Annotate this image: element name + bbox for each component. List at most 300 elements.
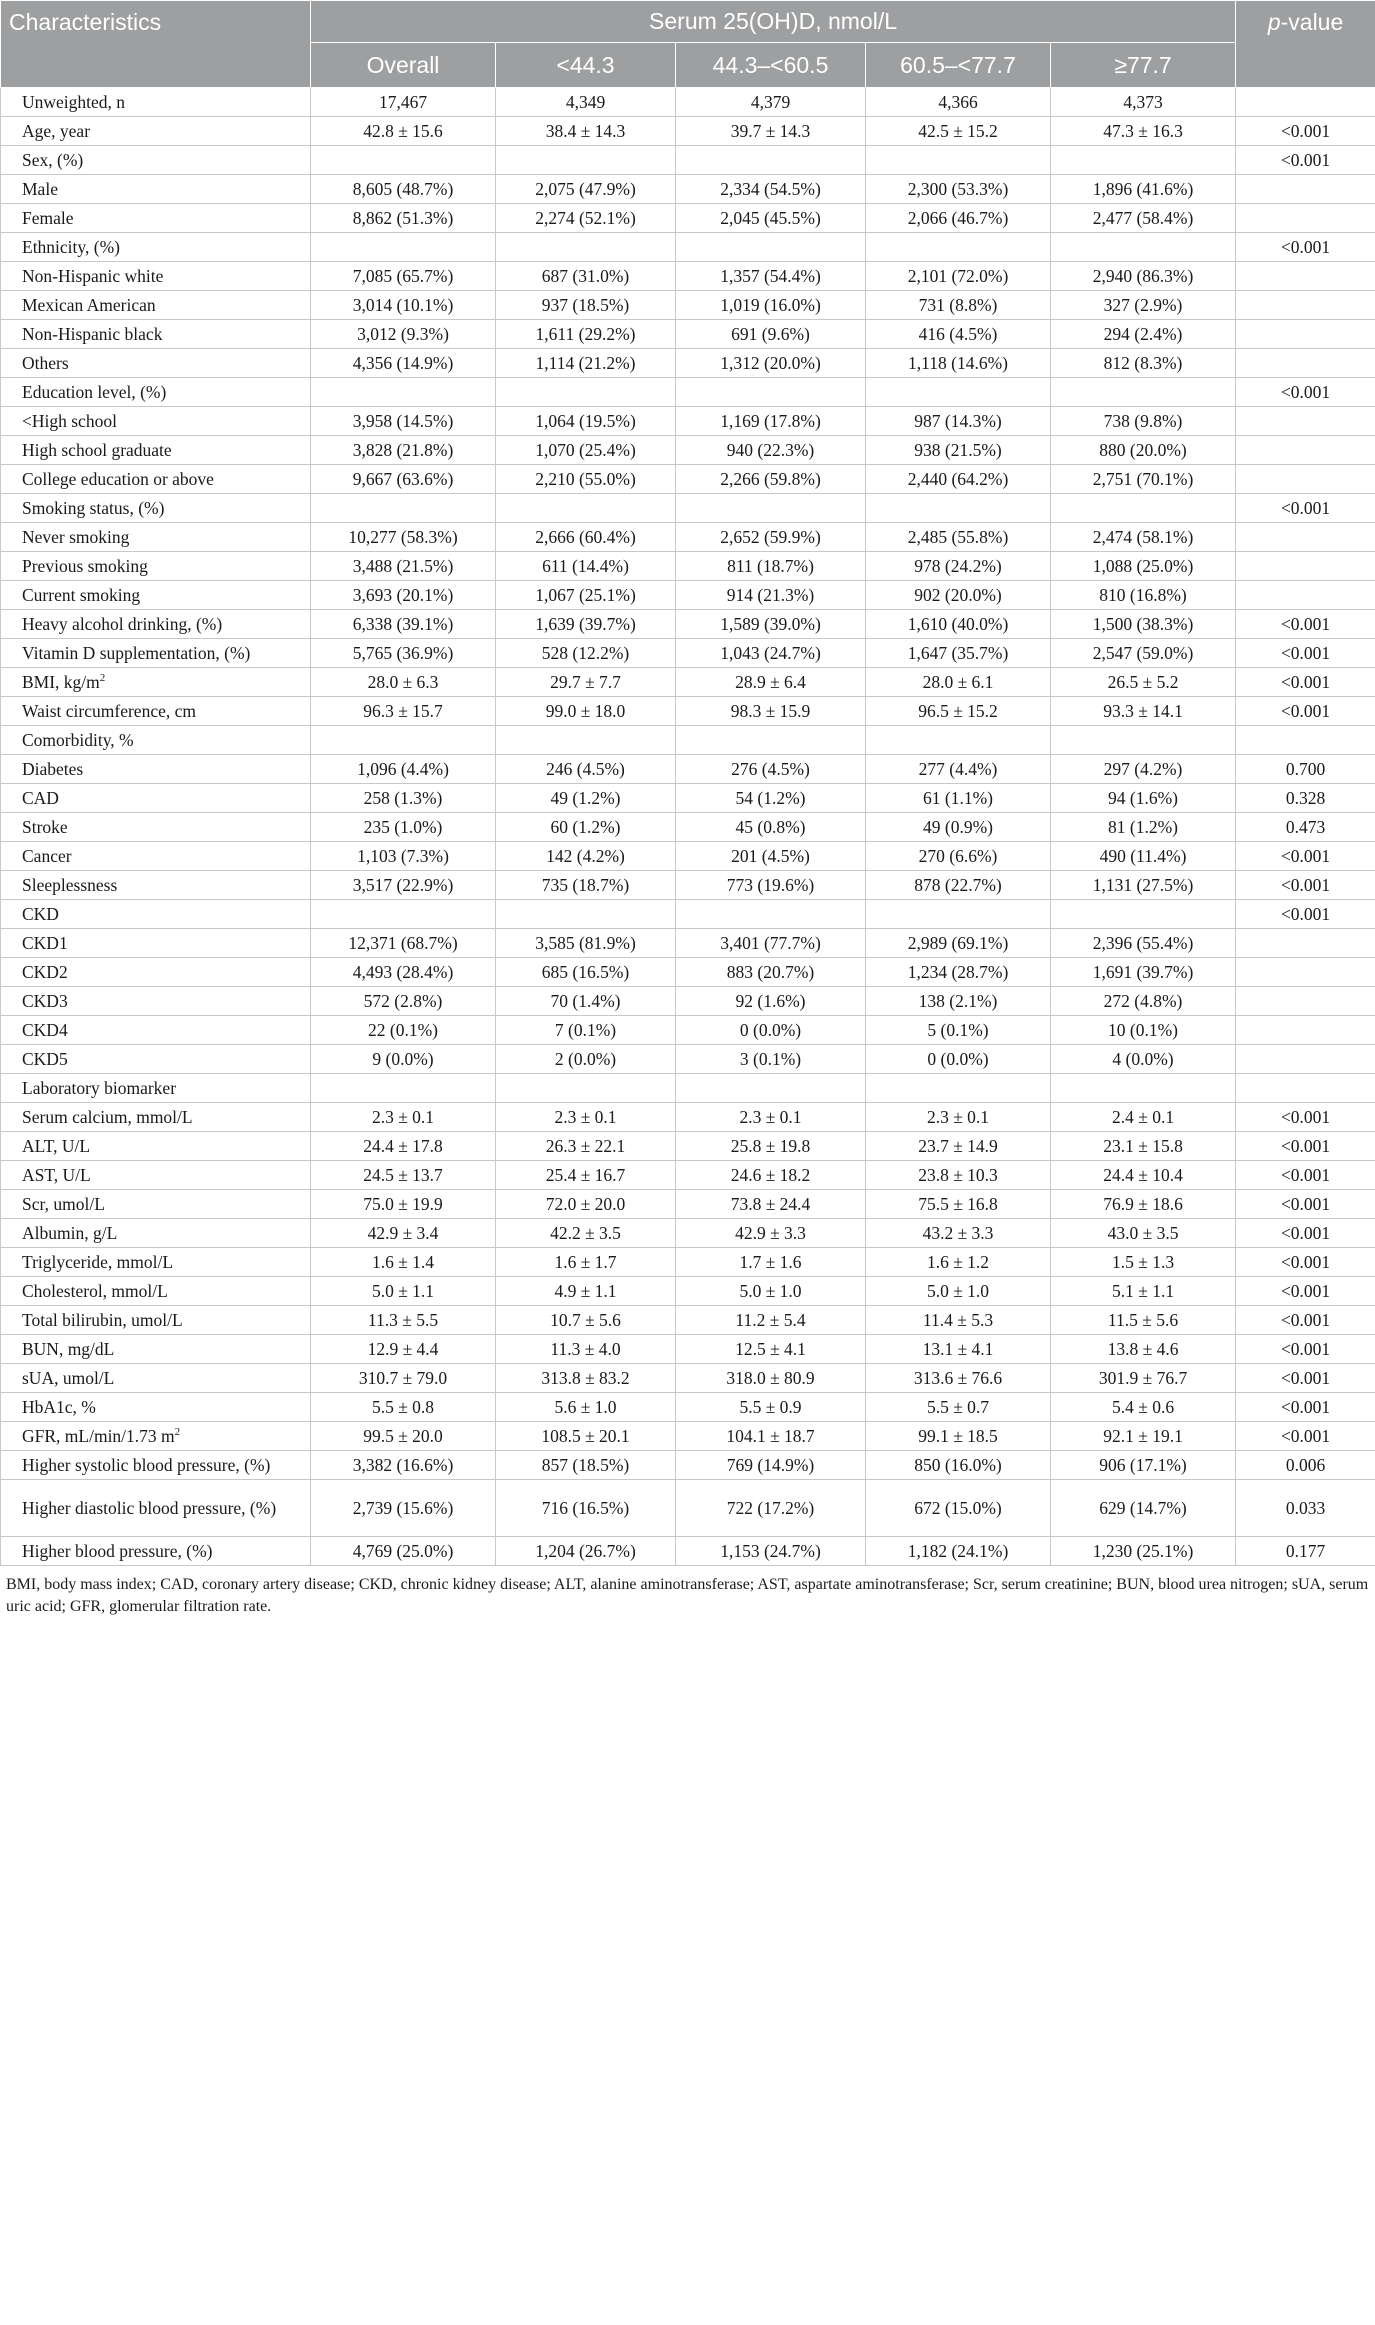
cell-q1: 29.7 ± 7.7 xyxy=(496,668,676,697)
cell-q2: 0 (0.0%) xyxy=(676,1016,866,1045)
table-row xyxy=(1,929,1375,958)
cell-p-value: <0.001 xyxy=(1236,610,1375,639)
cell-overall: 572 (2.8%) xyxy=(311,987,496,1016)
table-row xyxy=(1,146,1375,175)
cell-overall: 3,014 (10.1%) xyxy=(311,291,496,320)
cell-q3: 5.0 ± 1.0 xyxy=(866,1277,1051,1306)
row-label-text: Albumin, g/L xyxy=(22,1222,118,1243)
cell-q4: 1.5 ± 1.3 xyxy=(1051,1248,1236,1277)
cell-q1 xyxy=(496,233,676,262)
cell-overall: 8,605 (48.7%) xyxy=(311,175,496,204)
cell-overall xyxy=(311,494,496,523)
cell-q2: 39.7 ± 14.3 xyxy=(676,117,866,146)
table-row xyxy=(1,204,1375,233)
table-row xyxy=(1,1364,1375,1393)
cell-overall: 4,493 (28.4%) xyxy=(311,958,496,987)
cell-q1: 5.6 ± 1.0 xyxy=(496,1393,676,1422)
row-label-text: <High school xyxy=(22,410,117,431)
table-row xyxy=(1,1190,1375,1219)
cell-q2 xyxy=(676,1074,866,1103)
table-row xyxy=(1,233,1375,262)
cell-q1: 26.3 ± 22.1 xyxy=(496,1132,676,1161)
cell-q4 xyxy=(1051,378,1236,407)
row-label xyxy=(1,1103,311,1132)
cell-q4: 23.1 ± 15.8 xyxy=(1051,1132,1236,1161)
cell-q1: 246 (4.5%) xyxy=(496,755,676,784)
cell-q1: 685 (16.5%) xyxy=(496,958,676,987)
cell-p-value: <0.001 xyxy=(1236,1219,1375,1248)
cell-q4: 2,547 (59.0%) xyxy=(1051,639,1236,668)
cell-overall: 24.5 ± 13.7 xyxy=(311,1161,496,1190)
cell-q3: 4,366 xyxy=(866,88,1051,117)
cell-p-value xyxy=(1236,349,1375,378)
row-label xyxy=(1,813,311,842)
cell-q3 xyxy=(866,146,1051,175)
cell-q1: 1,114 (21.2%) xyxy=(496,349,676,378)
row-label xyxy=(1,1132,311,1161)
cell-p-value: <0.001 xyxy=(1236,1161,1375,1190)
cell-q2: 4,379 xyxy=(676,88,866,117)
row-label xyxy=(1,842,311,871)
table-row xyxy=(1,1537,1375,1566)
cell-overall: 42.9 ± 3.4 xyxy=(311,1219,496,1248)
cell-q1: 49 (1.2%) xyxy=(496,784,676,813)
cell-q2: 914 (21.3%) xyxy=(676,581,866,610)
cell-p-value: <0.001 xyxy=(1236,233,1375,262)
cell-q4: 2,940 (86.3%) xyxy=(1051,262,1236,291)
cell-q2: 104.1 ± 18.7 xyxy=(676,1422,866,1451)
cell-p-value: <0.001 xyxy=(1236,1103,1375,1132)
cell-q3: 28.0 ± 6.1 xyxy=(866,668,1051,697)
cell-p-value: <0.001 xyxy=(1236,668,1375,697)
cell-q3 xyxy=(866,378,1051,407)
table-row xyxy=(1,465,1375,494)
row-label-text: Waist circumference, cm xyxy=(22,700,196,721)
cell-q3: 0 (0.0%) xyxy=(866,1045,1051,1074)
cell-p-value xyxy=(1236,320,1375,349)
row-label xyxy=(1,987,311,1016)
cell-q3: 138 (2.1%) xyxy=(866,987,1051,1016)
cell-overall: 11.3 ± 5.5 xyxy=(311,1306,496,1335)
cell-overall: 28.0 ± 6.3 xyxy=(311,668,496,697)
row-label xyxy=(1,88,311,117)
cell-q3: 1,647 (35.7%) xyxy=(866,639,1051,668)
cell-q1: 528 (12.2%) xyxy=(496,639,676,668)
cell-q4: 1,691 (39.7%) xyxy=(1051,958,1236,987)
cell-overall: 3,517 (22.9%) xyxy=(311,871,496,900)
row-label-text: sUA, umol/L xyxy=(22,1367,115,1388)
row-label-text: Laboratory biomarker xyxy=(22,1077,177,1098)
cell-q4 xyxy=(1051,1074,1236,1103)
cell-q1: 1,070 (25.4%) xyxy=(496,436,676,465)
row-label xyxy=(1,1480,311,1537)
cell-q1: 11.3 ± 4.0 xyxy=(496,1335,676,1364)
cell-q1: 142 (4.2%) xyxy=(496,842,676,871)
cell-q4: 94 (1.6%) xyxy=(1051,784,1236,813)
cell-q3: 61 (1.1%) xyxy=(866,784,1051,813)
cell-q1: 72.0 ± 20.0 xyxy=(496,1190,676,1219)
cell-q1: 1.6 ± 1.7 xyxy=(496,1248,676,1277)
cell-q2: 2,266 (59.8%) xyxy=(676,465,866,494)
cell-p-value: <0.001 xyxy=(1236,1364,1375,1393)
cell-p-value: <0.001 xyxy=(1236,1248,1375,1277)
row-label-text: Total bilirubin, umol/L xyxy=(22,1309,183,1330)
cell-q2: 54 (1.2%) xyxy=(676,784,866,813)
cell-q1: 25.4 ± 16.7 xyxy=(496,1161,676,1190)
row-label-text: Non-Hispanic white xyxy=(22,265,164,286)
header-col-q4: ≥77.7 xyxy=(1051,43,1236,88)
cell-q4: 272 (4.8%) xyxy=(1051,987,1236,1016)
cell-overall: 7,085 (65.7%) xyxy=(311,262,496,291)
cell-overall: 9,667 (63.6%) xyxy=(311,465,496,494)
cell-q3: 99.1 ± 18.5 xyxy=(866,1422,1051,1451)
cell-p-value: <0.001 xyxy=(1236,1306,1375,1335)
cell-p-value: 0.700 xyxy=(1236,755,1375,784)
header-p-value-italic: p xyxy=(1267,9,1281,35)
row-label-text: Mexican American xyxy=(22,294,156,315)
row-label xyxy=(1,1335,311,1364)
cell-overall xyxy=(311,1074,496,1103)
cell-p-value: 0.006 xyxy=(1236,1451,1375,1480)
cell-p-value: <0.001 xyxy=(1236,639,1375,668)
cell-overall: 12,371 (68.7%) xyxy=(311,929,496,958)
table-row xyxy=(1,1277,1375,1306)
table-row xyxy=(1,871,1375,900)
cell-q2: 2,652 (59.9%) xyxy=(676,523,866,552)
cell-q1: 2,666 (60.4%) xyxy=(496,523,676,552)
cell-overall: 5.5 ± 0.8 xyxy=(311,1393,496,1422)
row-label-text: Serum calcium, mmol/L xyxy=(22,1106,193,1127)
cell-p-value: <0.001 xyxy=(1236,117,1375,146)
cell-q1: 38.4 ± 14.3 xyxy=(496,117,676,146)
cell-q2: 1,312 (20.0%) xyxy=(676,349,866,378)
row-label xyxy=(1,117,311,146)
cell-q4: 2,474 (58.1%) xyxy=(1051,523,1236,552)
cell-q2 xyxy=(676,494,866,523)
row-label xyxy=(1,697,311,726)
cell-overall: 12.9 ± 4.4 xyxy=(311,1335,496,1364)
row-label-text: High school graduate xyxy=(22,439,172,460)
cell-q1: 1,064 (19.5%) xyxy=(496,407,676,436)
table-row xyxy=(1,349,1375,378)
row-label xyxy=(1,958,311,987)
cell-q3: 11.4 ± 5.3 xyxy=(866,1306,1051,1335)
cell-q1: 1,611 (29.2%) xyxy=(496,320,676,349)
row-label xyxy=(1,900,311,929)
table-row xyxy=(1,291,1375,320)
cell-q2 xyxy=(676,146,866,175)
cell-q4 xyxy=(1051,726,1236,755)
header-col-q1: <44.3 xyxy=(496,43,676,88)
cell-overall xyxy=(311,900,496,929)
row-label-text: Scr, umol/L xyxy=(22,1193,105,1214)
row-label xyxy=(1,146,311,175)
table-row xyxy=(1,1393,1375,1422)
table-row xyxy=(1,755,1375,784)
cell-overall: 258 (1.3%) xyxy=(311,784,496,813)
table-row xyxy=(1,1451,1375,1480)
cell-q4: 906 (17.1%) xyxy=(1051,1451,1236,1480)
table-row xyxy=(1,1422,1375,1451)
cell-overall: 3,012 (9.3%) xyxy=(311,320,496,349)
cell-q4: 76.9 ± 18.6 xyxy=(1051,1190,1236,1219)
cell-q3: 277 (4.4%) xyxy=(866,755,1051,784)
cell-q3: 313.6 ± 76.6 xyxy=(866,1364,1051,1393)
cell-q4: 5.4 ± 0.6 xyxy=(1051,1393,1236,1422)
header-col-overall: Overall xyxy=(311,43,496,88)
row-label xyxy=(1,349,311,378)
cell-q2 xyxy=(676,900,866,929)
row-label xyxy=(1,929,311,958)
table-row xyxy=(1,581,1375,610)
cell-p-value: <0.001 xyxy=(1236,1277,1375,1306)
cell-q1: 99.0 ± 18.0 xyxy=(496,697,676,726)
cell-q2: 98.3 ± 15.9 xyxy=(676,697,866,726)
table-row xyxy=(1,1306,1375,1335)
table-row xyxy=(1,320,1375,349)
cell-q3 xyxy=(866,900,1051,929)
cell-q4: 629 (14.7%) xyxy=(1051,1480,1236,1537)
row-label xyxy=(1,1393,311,1422)
cell-q4: 2,751 (70.1%) xyxy=(1051,465,1236,494)
cell-q1: 42.2 ± 3.5 xyxy=(496,1219,676,1248)
row-label-text: Higher systolic blood pressure, (%) xyxy=(22,1454,271,1475)
cell-q1: 10.7 ± 5.6 xyxy=(496,1306,676,1335)
cell-q2: 73.8 ± 24.4 xyxy=(676,1190,866,1219)
cell-q4: 810 (16.8%) xyxy=(1051,581,1236,610)
cell-q3: 1,610 (40.0%) xyxy=(866,610,1051,639)
cell-q4: 47.3 ± 16.3 xyxy=(1051,117,1236,146)
cell-q3: 731 (8.8%) xyxy=(866,291,1051,320)
table-row xyxy=(1,1016,1375,1045)
cell-q3: 2,101 (72.0%) xyxy=(866,262,1051,291)
cell-q1: 4.9 ± 1.1 xyxy=(496,1277,676,1306)
cell-p-value: <0.001 xyxy=(1236,378,1375,407)
table-row xyxy=(1,784,1375,813)
cell-q1: 735 (18.7%) xyxy=(496,871,676,900)
cell-p-value: <0.001 xyxy=(1236,1422,1375,1451)
cell-q3: 23.8 ± 10.3 xyxy=(866,1161,1051,1190)
table-row xyxy=(1,175,1375,204)
row-label-text: Female xyxy=(22,207,74,228)
row-label xyxy=(1,1537,311,1566)
cell-q4: 2,396 (55.4%) xyxy=(1051,929,1236,958)
cell-q4 xyxy=(1051,146,1236,175)
cell-q1: 2,210 (55.0%) xyxy=(496,465,676,494)
cell-q2: 92 (1.6%) xyxy=(676,987,866,1016)
cell-q4: 43.0 ± 3.5 xyxy=(1051,1219,1236,1248)
cell-q4: 2,477 (58.4%) xyxy=(1051,204,1236,233)
cell-overall: 9 (0.0%) xyxy=(311,1045,496,1074)
cell-q1: 857 (18.5%) xyxy=(496,1451,676,1480)
cell-p-value xyxy=(1236,465,1375,494)
cell-q3: 43.2 ± 3.3 xyxy=(866,1219,1051,1248)
row-label xyxy=(1,378,311,407)
row-label xyxy=(1,1422,311,1451)
cell-p-value: <0.001 xyxy=(1236,146,1375,175)
cell-q3: 987 (14.3%) xyxy=(866,407,1051,436)
cell-q1: 1,639 (39.7%) xyxy=(496,610,676,639)
cell-q2: 28.9 ± 6.4 xyxy=(676,668,866,697)
cell-q2: 318.0 ± 80.9 xyxy=(676,1364,866,1393)
row-label-text: Stroke xyxy=(22,816,68,837)
row-label-superscript: 2 xyxy=(174,1425,181,1438)
cell-overall: 1,096 (4.4%) xyxy=(311,755,496,784)
cell-p-value xyxy=(1236,726,1375,755)
row-label-text: Male xyxy=(22,178,58,199)
cell-q3: 2,989 (69.1%) xyxy=(866,929,1051,958)
cell-q3: 1.6 ± 1.2 xyxy=(866,1248,1051,1277)
cell-q4: 738 (9.8%) xyxy=(1051,407,1236,436)
row-label xyxy=(1,494,311,523)
cell-p-value xyxy=(1236,958,1375,987)
header-p-value-rest: -value xyxy=(1280,9,1344,35)
row-label-text: Cholesterol, mmol/L xyxy=(22,1280,168,1301)
cell-overall xyxy=(311,378,496,407)
cell-overall: 6,338 (39.1%) xyxy=(311,610,496,639)
cell-q4: 880 (20.0%) xyxy=(1051,436,1236,465)
header-col-q3: 60.5–<77.7 xyxy=(866,43,1051,88)
cell-overall: 99.5 ± 20.0 xyxy=(311,1422,496,1451)
cell-p-value: <0.001 xyxy=(1236,1190,1375,1219)
row-label-text: Others xyxy=(22,352,69,373)
row-label-text: Cancer xyxy=(22,845,72,866)
cell-q3: 2,485 (55.8%) xyxy=(866,523,1051,552)
cell-q3: 75.5 ± 16.8 xyxy=(866,1190,1051,1219)
cell-p-value: <0.001 xyxy=(1236,1335,1375,1364)
table-row xyxy=(1,813,1375,842)
cell-overall: 235 (1.0%) xyxy=(311,813,496,842)
cell-q1: 687 (31.0%) xyxy=(496,262,676,291)
cell-overall: 3,958 (14.5%) xyxy=(311,407,496,436)
row-label-text: BUN, mg/dL xyxy=(22,1338,115,1359)
table-header xyxy=(1,1,1375,88)
cell-q4: 5.1 ± 1.1 xyxy=(1051,1277,1236,1306)
cell-overall: 4,356 (14.9%) xyxy=(311,349,496,378)
row-label xyxy=(1,175,311,204)
cell-q3: 270 (6.6%) xyxy=(866,842,1051,871)
row-label xyxy=(1,726,311,755)
table-row xyxy=(1,262,1375,291)
cell-p-value: <0.001 xyxy=(1236,1132,1375,1161)
cell-q3: 672 (15.0%) xyxy=(866,1480,1051,1537)
cell-q2: 276 (4.5%) xyxy=(676,755,866,784)
cell-q3: 978 (24.2%) xyxy=(866,552,1051,581)
cell-overall: 22 (0.1%) xyxy=(311,1016,496,1045)
row-label xyxy=(1,1045,311,1074)
row-label xyxy=(1,755,311,784)
cell-p-value xyxy=(1236,552,1375,581)
cell-q3: 5.5 ± 0.7 xyxy=(866,1393,1051,1422)
row-label-text: Diabetes xyxy=(22,758,84,779)
table-row xyxy=(1,1480,1375,1537)
cell-p-value: 0.177 xyxy=(1236,1537,1375,1566)
cell-q1: 2,274 (52.1%) xyxy=(496,204,676,233)
cell-p-value: <0.001 xyxy=(1236,842,1375,871)
cell-q2: 2,334 (54.5%) xyxy=(676,175,866,204)
cell-q3 xyxy=(866,1074,1051,1103)
row-label-text: BMI, kg/m xyxy=(22,671,100,692)
cell-q2: 1,153 (24.7%) xyxy=(676,1537,866,1566)
cell-q1: 4,349 xyxy=(496,88,676,117)
cell-q2: 3,401 (77.7%) xyxy=(676,929,866,958)
table-row xyxy=(1,1132,1375,1161)
row-label-text: CKD5 xyxy=(22,1048,68,1069)
row-label xyxy=(1,1451,311,1480)
cell-q1: 937 (18.5%) xyxy=(496,291,676,320)
table-row xyxy=(1,1074,1375,1103)
cell-overall: 42.8 ± 15.6 xyxy=(311,117,496,146)
row-label xyxy=(1,291,311,320)
cell-q3: 96.5 ± 15.2 xyxy=(866,697,1051,726)
cell-q2: 5.5 ± 0.9 xyxy=(676,1393,866,1422)
row-label-text: CKD3 xyxy=(22,990,68,1011)
row-label xyxy=(1,436,311,465)
cell-q4: 1,088 (25.0%) xyxy=(1051,552,1236,581)
cell-q3: 49 (0.9%) xyxy=(866,813,1051,842)
cell-q1 xyxy=(496,146,676,175)
row-label xyxy=(1,320,311,349)
row-label xyxy=(1,233,311,262)
cell-p-value: 0.473 xyxy=(1236,813,1375,842)
cell-q1: 2,075 (47.9%) xyxy=(496,175,676,204)
cell-q1: 1,204 (26.7%) xyxy=(496,1537,676,1566)
cell-q2: 1,019 (16.0%) xyxy=(676,291,866,320)
table-row xyxy=(1,1335,1375,1364)
row-label-text: CAD xyxy=(22,787,59,808)
cell-overall xyxy=(311,233,496,262)
table-body xyxy=(1,88,1375,1566)
cell-p-value xyxy=(1236,929,1375,958)
row-label xyxy=(1,610,311,639)
cell-q3: 2,440 (64.2%) xyxy=(866,465,1051,494)
cell-q4 xyxy=(1051,900,1236,929)
cell-p-value xyxy=(1236,262,1375,291)
row-label-text: CKD xyxy=(22,903,59,924)
cell-q3: 1,182 (24.1%) xyxy=(866,1537,1051,1566)
table-row xyxy=(1,958,1375,987)
row-label xyxy=(1,1277,311,1306)
row-label xyxy=(1,1219,311,1248)
table-row xyxy=(1,639,1375,668)
cell-q1: 7 (0.1%) xyxy=(496,1016,676,1045)
cell-q2 xyxy=(676,726,866,755)
cell-q3: 2,300 (53.3%) xyxy=(866,175,1051,204)
cell-overall: 1,103 (7.3%) xyxy=(311,842,496,871)
cell-q2: 2,045 (45.5%) xyxy=(676,204,866,233)
table-row xyxy=(1,407,1375,436)
cell-q2: 773 (19.6%) xyxy=(676,871,866,900)
cell-q4: 13.8 ± 4.6 xyxy=(1051,1335,1236,1364)
cell-q2: 11.2 ± 5.4 xyxy=(676,1306,866,1335)
cell-q2: 24.6 ± 18.2 xyxy=(676,1161,866,1190)
row-label-text: Sleeplessness xyxy=(22,874,118,895)
table-row xyxy=(1,1248,1375,1277)
cell-overall: 3,382 (16.6%) xyxy=(311,1451,496,1480)
row-label xyxy=(1,871,311,900)
cell-q1: 2.3 ± 0.1 xyxy=(496,1103,676,1132)
header-serum-group: Serum 25(OH)D, nmol/L xyxy=(311,1,1236,43)
cell-q2: 5.0 ± 1.0 xyxy=(676,1277,866,1306)
row-label xyxy=(1,1248,311,1277)
cell-overall: 4,769 (25.0%) xyxy=(311,1537,496,1566)
cell-q2: 1,357 (54.4%) xyxy=(676,262,866,291)
cell-q1: 313.8 ± 83.2 xyxy=(496,1364,676,1393)
row-label xyxy=(1,668,311,697)
cell-q3: 850 (16.0%) xyxy=(866,1451,1051,1480)
cell-p-value: <0.001 xyxy=(1236,900,1375,929)
row-label-text: Heavy alcohol drinking, (%) xyxy=(22,613,223,634)
